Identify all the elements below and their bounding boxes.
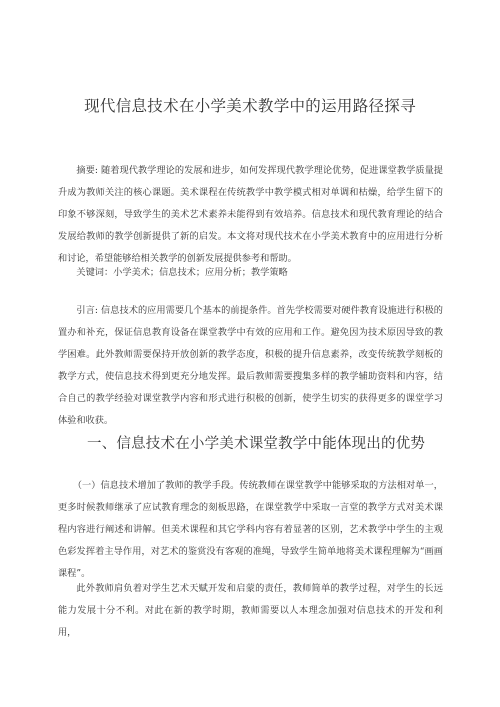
keywords-line: 关键词：小学美术；信息技术；应用分析；教学策略 [76, 267, 288, 278]
intro-paragraph: 引言: 信息技术的应用需要几个基本的前提条件。首先学校需要对硬件教育设施进行积极的置办和补充，保证信息教育设备在课堂教学中有效的应用和工作。避免因为技术原因导致的教学困难。此外教师需要保持开放创新的教学态度，积极的提升信息素养，改变传统教学刻板的教学方式，使信息技术得到更充分地发挥。最后教师需要搜集多样的教学辅助资料和内容，结合自己的教学经验对课堂教学内容和形式进行积极的创新，使学生切实的获得更多的课堂学习体验和收获。 [58, 305, 443, 426]
section-heading-1: 一、信息技术在小学美术课堂教学中能体现出的优势 [87, 436, 426, 452]
section-1-paragraph-1: （一）信息技术增加了教师的教学手段。传统教师在课堂教学中能够采取的方法相对单一，更多时候教师继承了应试教育理念的刻板思路，在课堂教学中采取一言堂的教学方式对美术课程内容进行阐述和讲解。但美术课程和其它学科内容有着显著的区别，艺术教学中学生的主观色彩发挥着主导作用，对艺术的鉴赏没有客观的准绳，导致学生简单地将美术课程理解为“画画课程”。 [58, 480, 443, 579]
abstract-paragraph: 摘要: 随着现代教学理论的发展和进步，如何发挥现代教学理论优势，促进课堂教学质量提升成为教师关注的核心课题。美术课程在传统教学中教学模式相对单调和枯燥，给学生留下的印象不够深刻，导致学生的美术艺术素养未能得到有效培养。信息技术和现代教育理论的结合发展给教师的教学创新提供了新的启发。本文将对现代技术在小学美术教育中的应用进行分析和讨论，希望能够给相关教学的创新发展提供参考和帮助。 [58, 165, 443, 264]
document-title: 现代信息技术在小学美术教学中的运用路径探寻 [84, 97, 416, 115]
section-1-paragraph-2: 此外教师肩负着对学生艺术天赋开发和启蒙的责任，教师简单的教学过程，对学生的长远能力发展十分不利。对此在新的教学时期，教师需要以人本理念加强对信息技术的开发和利用， [58, 583, 443, 638]
